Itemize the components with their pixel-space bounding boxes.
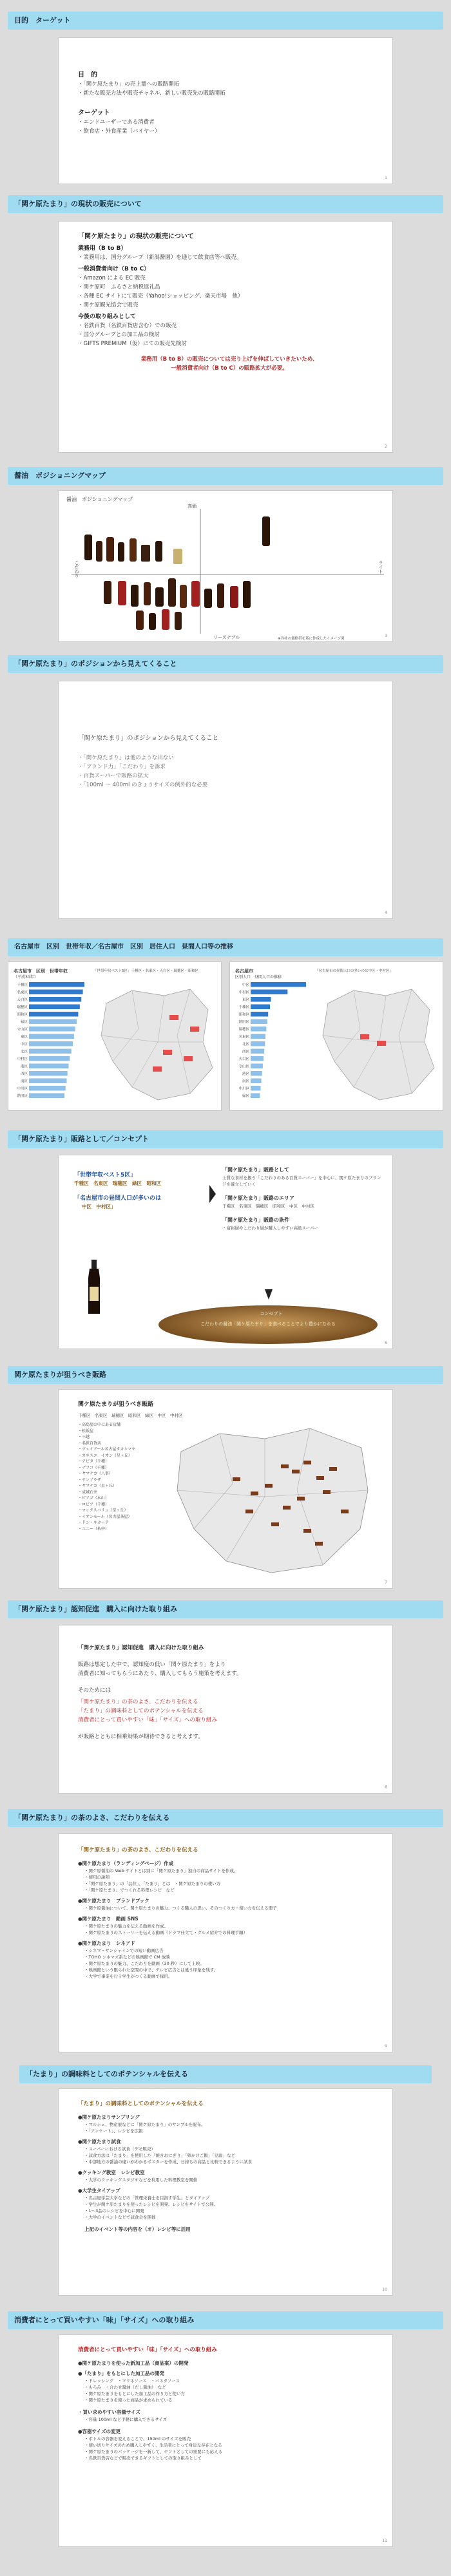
bottle <box>96 541 102 562</box>
block-title: ●関ケ原たまりサンプリング <box>78 2114 140 2120</box>
bottle <box>180 585 187 608</box>
bottle <box>217 583 224 608</box>
concept-label: コンセプト <box>260 1311 283 1316</box>
slide-card <box>58 37 393 184</box>
map-note: ※各社の価格帯を基に作成したイメージ図 <box>278 637 345 641</box>
block-title: ●関ケ原たまり（ランディングページ）作成 <box>78 1861 174 1866</box>
gen-title: 一般消費者向け（B to C） <box>78 266 150 272</box>
purpose-item: ・「関ケ原たまり」の売上量への販路開拓 <box>78 81 180 88</box>
map-title: 「名古屋市の昼間人口の多いのは中区・中村区」 <box>315 969 394 973</box>
page-number: 1 <box>385 176 387 180</box>
bottle <box>106 537 114 562</box>
store-item: ・名鉄百貨店 <box>78 1441 102 1446</box>
bar-label: 瑞穂区 <box>17 1005 28 1010</box>
biz-title: 業務用（B to B） <box>78 245 127 252</box>
section-awareness <box>0 1594 451 1800</box>
bar-label: 緑区 <box>242 1094 249 1099</box>
bar-label: 港区 <box>20 1065 28 1069</box>
block-text: ・試食方法は「たまり」を使用した「焼きおにぎり」「卵かけご飯」「豆腐」など <box>84 2153 235 2158</box>
block-text: ・容量 100ml など手軽に購入できるサイズ <box>84 2417 168 2422</box>
store-item: ・成城石井 <box>78 1490 98 1495</box>
r1-text: 上質な食材を扱う「こだわりのある百貨スーパー」を中心に、関ケ原たまりのブランドを確立していく <box>222 1175 381 1187</box>
slide-title: 「関ケ原たまり」認知促進 購入に向けた取り組み <box>78 1645 204 1651</box>
slide-card <box>58 1389 393 1589</box>
section-header: 「関ケ原たまり」販路として／コンセプト <box>8 1130 443 1148</box>
bottle <box>243 581 251 608</box>
axis-bottom-label: リーズナブル <box>213 635 240 640</box>
block-text: ・大学のイベントなどで試食会を開催 <box>84 2215 156 2220</box>
bar-label: 北区 <box>242 1043 249 1046</box>
page-number: 8 <box>385 1785 387 1790</box>
bar <box>29 982 84 987</box>
slide-card <box>58 490 393 642</box>
block-text: ・関ケ原醤油の Web サイトとは別に「関ケ原たまり」独自の商品サイトを作成。 <box>84 1868 238 1873</box>
body-line: が販路とともに相乗効果が期待できると考えます。 <box>78 1734 204 1740</box>
block-text: ・大学で事業を行う学生がつくる動画で採用。 <box>84 1974 173 1979</box>
insight-item: ・「関ケ原たまり」は他のような出ない <box>78 755 174 761</box>
section-header: 醤油 ポジショニングマップ <box>8 467 443 485</box>
block-title: ●クッキング教室 レシピ教室 <box>78 2170 145 2175</box>
store-item: ・アピタ（千種） <box>78 1459 110 1464</box>
block-text: ・使用の説明 <box>84 1875 110 1880</box>
r3-text: ・富裕層やこだわり層が購入しやすい高級スーパー <box>222 1226 318 1231</box>
block-title: ●関ケ原たまり シネアド <box>78 1940 135 1946</box>
slide-title: 「関ケ原たまり」のポジションから見えてくること <box>78 735 219 742</box>
section-purpose <box>0 0 451 190</box>
bar-label: 昭和区 <box>17 1013 28 1017</box>
section-header: 「関ケ原たまり」の茶のよさ、こだわりを伝える <box>8 1809 443 1827</box>
bottle <box>104 581 111 604</box>
body-line: そのためには <box>78 1687 111 1694</box>
map-title: 醤油 ポジショニングマップ <box>66 497 133 502</box>
population-bar-chart <box>234 980 311 1106</box>
bar <box>29 1012 78 1017</box>
store-item: ・ロピア（千種） <box>78 1502 110 1507</box>
section-current-sales <box>0 190 451 460</box>
gen-item: ・Amazon による EC 販売 <box>78 275 146 281</box>
bar-label: 天白区 <box>17 998 28 1002</box>
block-text: ・ボトルの容器を変えることで、150ml のサイズを販売 <box>84 2436 191 2441</box>
axis-left-label: こだわり <box>74 560 79 578</box>
r3-title: 「関ケ原たまり」販路の条件 <box>222 1217 289 1223</box>
bar-label: 中村区 <box>238 990 249 995</box>
block-text: ・「関ケ原たまり」でつくれる料理レシピ など <box>84 1888 175 1893</box>
bar-label: 千種区 <box>17 983 28 987</box>
bar <box>251 1071 262 1076</box>
highlight-line: 消費者にとって買いやすい「味」「サイズ」への取り組み <box>78 1717 217 1723</box>
arrow-down-icon <box>264 1288 274 1302</box>
store-item: ・高島屋の中にある店舗 <box>78 1423 121 1427</box>
summary-line: 上記のイベント等の内容を（オ）レシピ等に活用 <box>84 2226 191 2232</box>
bar-label: 昭和区 <box>238 1013 249 1017</box>
bottle <box>155 541 162 562</box>
block-text: ・映画館という限られた空間の中で、テレビ広告とは違う印象を残す。 <box>84 1967 218 1973</box>
section-taste-size <box>0 2302 451 2576</box>
highlight-line: 「関ケ原たまり」の茶のよさ、こだわりを伝える <box>78 1699 198 1705</box>
bar-label: 熱田区 <box>238 1020 249 1025</box>
biz-item: ・業務用は、国分グループ（新潟醤園）を通じて飲食店等へ販売。 <box>78 254 242 261</box>
chart-subtitle: 区別人口 昼間人口の推移 <box>235 975 282 980</box>
now-item: ・国分グループとの加工品の検討 <box>78 332 160 338</box>
bottle <box>191 581 200 607</box>
bar-label: 天白区 <box>238 1057 249 1061</box>
insight-item: ・百貨スーパーで販路の拡大 <box>78 773 149 779</box>
bar-label: 中川区 <box>17 1087 28 1091</box>
ward-marker <box>377 1041 386 1046</box>
block-text: ・学生が関ケ原たまりを使ったレシピを開発。レシピをサイトで公開。 <box>84 2202 218 2207</box>
gen-item: ・関ケ原町 ふるさと納税返礼品 <box>78 284 160 290</box>
bar <box>29 1019 77 1025</box>
bar <box>29 1005 80 1010</box>
page-number: 3 <box>385 634 387 638</box>
block-text: ・関ケ原たまりを使った商品が求められている <box>84 2398 173 2403</box>
purpose-title: 目 的 <box>78 71 97 79</box>
slide-card <box>58 1625 393 1794</box>
section-concept <box>0 1117 451 1356</box>
store-item: ・ピアゴ（本山） <box>78 1496 109 1501</box>
block-text: ・名鉄百貨店などで販売できるギフトとしての取り組みとして <box>84 2456 202 2461</box>
block-text: ・1〜3品のレシピを中心に開発 <box>84 2208 144 2213</box>
bar-label: 守山区 <box>238 1065 249 1069</box>
bar <box>29 990 83 995</box>
slide-card <box>58 1833 393 2052</box>
section-header: 名古屋市 区別 世帯年収／名古屋市 区別 居住人口 昼間人口等の推移 <box>8 938 443 956</box>
bar <box>29 1094 64 1099</box>
slide-card <box>58 1155 393 1349</box>
bottle <box>204 589 212 608</box>
bottle <box>84 535 92 560</box>
block-text: ・名古屋学芸大学などの「管理栄養士を目指す学生」とタイアップ <box>84 2195 210 2201</box>
bar <box>251 1094 260 1099</box>
bottle <box>149 613 156 630</box>
store-item: ・松坂屋 <box>78 1428 94 1434</box>
bottle <box>230 586 238 608</box>
bar-label: 南区 <box>20 1079 28 1084</box>
block-title: ●大学生タイアップ <box>78 2188 120 2193</box>
slide-card <box>58 681 393 919</box>
bottle <box>155 587 164 607</box>
block-text: ・関ケ原たまりの魅力を伝える動画を作成。 <box>84 1924 168 1929</box>
page-number: 10 <box>382 2287 387 2292</box>
section-potential <box>0 2058 451 2302</box>
bottle <box>262 516 270 546</box>
bar <box>29 1086 66 1091</box>
section-header: 目的 ターゲット <box>8 12 443 30</box>
slide-card <box>58 221 393 453</box>
bar <box>251 1027 266 1032</box>
bar-label: 西区 <box>20 1072 28 1076</box>
page-number: 9 <box>385 2044 387 2049</box>
section-target-stores <box>0 1356 451 1594</box>
bottle <box>118 581 126 605</box>
block-text: ・スーパーにおける試食（デモ販売） <box>84 2146 155 2152</box>
section-header: 消費者にとって買いやすい「味」「サイズ」への取り組み <box>8 2311 443 2329</box>
store-map <box>168 1419 381 1580</box>
slide-title: 関ケ原たまりが狙うべき販路 <box>78 1401 154 1408</box>
arrow-right-icon <box>208 1181 217 1207</box>
bottle <box>173 549 182 564</box>
gen-item: ・関ケ原観光協会で販売 <box>78 302 139 308</box>
page-number: 11 <box>382 2539 387 2543</box>
slide-card-income <box>8 961 222 1111</box>
bottle-group <box>84 516 270 630</box>
bar <box>251 1064 263 1069</box>
bar-label: 熱田区 <box>17 1094 28 1099</box>
slide-title: 「関ケ原たまり」の現状の販売について <box>78 233 194 240</box>
bar <box>29 1056 70 1061</box>
ward-marker <box>163 1050 172 1055</box>
block-text: ・中部地方の醤油の違いがわかるポスターを作成、日持ちの商品と比較できるように試食 <box>84 2159 252 2164</box>
bar <box>251 1034 265 1039</box>
page-number: 2 <box>385 444 387 449</box>
bar-label: 中川区 <box>238 1087 249 1091</box>
block-text: ・関ケ原たまりのパッケージを一新して、ギフトとしての需要にも応える <box>84 2449 223 2454</box>
axis-right-label: ライト <box>378 560 383 574</box>
store-item: ・ドン・キホーテ <box>78 1520 110 1525</box>
block-text: ・買い求めやすい容量サイズ <box>78 2409 140 2415</box>
block-text: ・大学のクッキングスタジオなどを利用した料理教室を開催 <box>84 2177 198 2183</box>
axis-top-label: 高価 <box>187 504 197 509</box>
bar-label: 千種区 <box>238 1005 249 1010</box>
block-title: ●容器サイズの変更 <box>78 2429 120 2434</box>
page-number: 4 <box>385 911 387 915</box>
ward-marker <box>169 1015 178 1020</box>
bottle <box>168 578 176 607</box>
bar-label: 名東区 <box>17 990 28 995</box>
block-text: ・関ケ原たまりのストーリーを伝える動画（ドラマ仕立て・グルメ紹介での料理手順） <box>84 1930 248 1935</box>
bar <box>251 1041 265 1046</box>
bottle <box>118 542 124 562</box>
bottle-image <box>84 1258 104 1316</box>
insight-item: ・「ブランド力」「こだわり」を訴求 <box>78 764 166 770</box>
block-title: ●関ケ原たまり ブランドブック <box>78 1898 149 1904</box>
bottle <box>136 611 144 630</box>
slide-title: 消費者にとって買いやすい「味」「サイズ」への取り組み <box>78 2347 217 2353</box>
body-line: 消費者に知ってもらうにあたり、購入してもらう施策を考えます。 <box>78 1671 242 1677</box>
section-position-insight <box>0 647 451 924</box>
block-title: ●「たまり」をもとにした加工品の開発 <box>78 2371 165 2376</box>
bottle <box>131 585 139 607</box>
bottle <box>130 538 137 562</box>
bar <box>251 1079 262 1084</box>
bar-label: 南区 <box>242 1079 249 1084</box>
page-number: 7 <box>385 1580 387 1585</box>
block-title: ●関ケ原たまりを使った新加工品（商品案）の開発 <box>78 2360 189 2366</box>
bar <box>251 1005 270 1010</box>
gen-item: ・各種 EC サイトにて販売（Yahoo!ショッピング、楽天市場 他） <box>78 293 244 299</box>
slide-card-population <box>229 961 443 1111</box>
store-item: ・ヤマナカ（八事） <box>78 1472 113 1476</box>
bottle <box>144 582 151 605</box>
bar-label: 緑区 <box>20 1020 28 1025</box>
bar <box>29 1027 75 1032</box>
bottle <box>175 612 182 630</box>
bottle <box>162 609 169 630</box>
bar <box>251 1086 260 1091</box>
section-nagoya-data <box>0 924 451 1117</box>
block-text: ・使い切りサイズのため購入しやすく、生活者にとって身近な存在となる <box>84 2443 222 2448</box>
store-item: ・イオンモール（名古屋茶屋） <box>78 1514 132 1519</box>
body-line: 販路は想定した中で、認知度の低い「関ケ原たまり」をより <box>78 1662 226 1668</box>
purpose-item: ・新たな販売方法や販売チャネル、新しい販売先の販路開拓 <box>78 90 225 97</box>
target-item: ・飲食店・外食産業（バイヤー） <box>78 128 160 135</box>
highlight-line: 「たまり」の調味料としてのポテンシャルを伝える <box>78 1708 204 1714</box>
block-text: ・関ケ原たまりの魅力、こだわりを動画（30 秒）にして上映。 <box>84 1961 204 1966</box>
bar-label: 瑞穂区 <box>238 1028 249 1032</box>
block-text: ・「アンケート」、レシピを広報 <box>84 2128 143 2134</box>
bar <box>29 1034 74 1039</box>
bar-label: 中区 <box>242 983 249 987</box>
bar <box>29 1049 72 1054</box>
bar <box>251 982 306 987</box>
block-text: ・もろみ ・合わせ醤油（だし醤油） など <box>84 2385 166 2390</box>
store-item: ・ユニー（杁中） <box>78 1526 110 1531</box>
block-title: ●関ケ原たまり試食 <box>78 2139 121 2145</box>
bottle <box>141 545 150 562</box>
store-item: ・ナフコ（千種） <box>78 1465 109 1470</box>
slide-title: 「たまり」の調味料としてのポテンシャルを伝える <box>78 2101 204 2107</box>
bar <box>251 1049 264 1054</box>
bar-label: 守山区 <box>17 1028 28 1032</box>
store-item: ・マックスバリュ（星ヶ丘） <box>78 1508 128 1513</box>
bar <box>29 1079 67 1084</box>
ward-marker <box>360 1034 369 1039</box>
nagoya-ward-map <box>93 978 217 1106</box>
map-title: 「世帯年収ベスト5区」千種区・名東区・天白区・瑞穂区・昭和区 <box>93 969 199 973</box>
bar <box>251 1056 264 1061</box>
section-header: 「たまり」の調味料としてのポテンシャルを伝える <box>19 2065 432 2083</box>
page-number: 6 <box>385 1341 387 1345</box>
section-header: 「関ケ原たまり」のポジションから見えてくること <box>8 655 443 673</box>
slide-card <box>58 2334 393 2547</box>
target-title: ターゲット <box>78 109 110 117</box>
store-item: ・サンプラザ <box>78 1477 101 1482</box>
chart-title: 名古屋市 区別 世帯年収 <box>14 969 68 974</box>
bar <box>251 1012 268 1017</box>
nagoya-ward-map <box>315 978 439 1106</box>
concept-text: こだわりの醤油「関ケ原たまり」を食べることでより豊かになれる <box>200 1321 336 1327</box>
bar-label: 名東区 <box>238 1035 249 1039</box>
bar-label: 中区 <box>20 1043 28 1046</box>
income-bar-chart <box>12 980 90 1106</box>
r1-title: 「関ケ原たまり」販路として <box>222 1167 289 1173</box>
box2-line: 中区 中村区」 <box>82 1204 116 1209</box>
r2-text: 千種区 名東区 瑞穂区 昭和区 中区 中村区 <box>222 1204 314 1209</box>
store-item: ・カネスエ イオン（星ヶ丘） <box>78 1453 132 1458</box>
now-title: 今後の取り組みとして <box>78 314 137 320</box>
bar <box>251 990 287 995</box>
bar <box>251 997 271 1002</box>
slide-card <box>58 2088 393 2296</box>
chart-title: 名古屋市 <box>235 969 253 974</box>
section-header: 「関ケ原たまり」の現状の販売について <box>8 195 443 213</box>
bar <box>29 1064 69 1069</box>
chart-subtitle: （平成30年） <box>14 975 38 980</box>
bar <box>29 997 81 1002</box>
bar <box>251 1019 267 1025</box>
callout-line: 一般消費者向け（B to C）の販路拡大が必要。 <box>171 365 288 372</box>
bar-label: 港区 <box>242 1072 249 1076</box>
box1-line: 千種区 名東区 瑞穂区 緑区 昭和区 <box>74 1180 161 1186</box>
slide-title: 「関ケ原たまり」の茶のよさ、こだわりを伝える <box>78 1847 198 1853</box>
insight-item: ・「100ml 〜 400ml のきょうサイズの例外的な必要 <box>78 782 208 788</box>
box2-line: 「名古屋市の昼間人口が多いのは <box>74 1195 162 1202</box>
r2-title: 「関ケ原たまり」販路のエリア <box>222 1195 294 1201</box>
slide-subtitle: 千種区 名東区 瑞穂区 昭和区 緑区 中区 中村区 <box>78 1413 183 1418</box>
block-text: ・関ケ原たまりをもとにした加工品の作り方と使い方 <box>84 2391 185 2396</box>
section-positioning-map <box>0 460 451 647</box>
now-item: ・GIFTS PREMIUM（仮）にての販売先検討 <box>78 341 187 347</box>
block-text: ・TOHO シネマズ系などの映画館で CM 放映 <box>84 1955 170 1960</box>
now-item: ・名鉄百貨（名鉄百貨店含む）での販売 <box>78 323 177 329</box>
bar-label: 東区 <box>242 998 249 1002</box>
box1-line: 「世帯年収ベスト5区」 <box>74 1172 137 1179</box>
store-item: ・三越 <box>78 1435 90 1439</box>
store-item: ・ヤマナカ（星ヶ丘） <box>78 1484 117 1488</box>
block-text: ・ドレッシング ・マリネソース ・パスタソース <box>84 2378 180 2383</box>
ward-marker <box>190 1027 199 1032</box>
block-text: ・マルシェ、物産展などに「関ケ原たまり」のサンプルを配布。 <box>84 2122 206 2127</box>
block-text: ・シネマ・サンシャインでの短い動画広告 <box>84 1948 164 1953</box>
bar-label: 北区 <box>20 1050 28 1054</box>
block-text: ・「関ケ原たまり」の「品位」、「たまり」とは ・関ケ原たまりの使い方 <box>84 1881 221 1886</box>
store-list <box>78 1422 175 1532</box>
store-item: ・ジェイアール名古屋タカシマヤ <box>78 1447 136 1452</box>
ward-marker <box>184 1056 193 1061</box>
bar <box>29 1071 68 1076</box>
ward-marker <box>153 1066 162 1072</box>
section-header: 関ケ原たまりが狙うべき販路 <box>8 1366 443 1384</box>
bar-label: 西区 <box>242 1050 249 1054</box>
section-tea-quality <box>0 1800 451 2058</box>
target-item: ・エンドユーザーである消費者 <box>78 119 155 126</box>
block-text: ・関ケ原醤油について、関ケ原たまりの魅力、つくる職人の思い、そのつくり方・使い方を伝える冊子 <box>84 1906 277 1911</box>
callout-line: 業務用（B to B）の販売については売り上げを伸ばしていきたいため、 <box>140 356 318 363</box>
bar <box>29 1041 73 1046</box>
bar-label: 中村区 <box>17 1057 28 1061</box>
section-header: 「関ケ原たまり」認知促進 購入に向けた取り組み <box>8 1600 443 1618</box>
bar-label: 東区 <box>20 1035 28 1039</box>
positioning-map <box>59 491 393 642</box>
block-title: ●関ケ原たまり 動画 SNS <box>78 1916 139 1922</box>
